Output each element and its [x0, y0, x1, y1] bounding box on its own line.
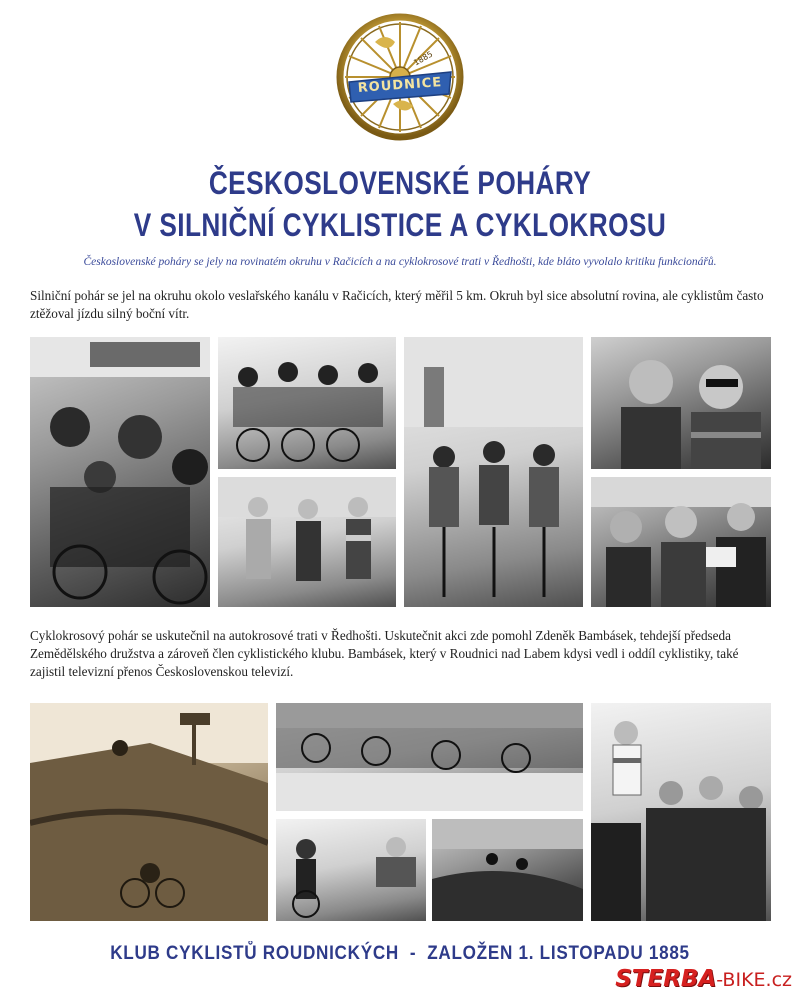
paragraph-road-cup: Silniční pohár se jel na okruhu okolo veslařského kanálu v Račicích, který měřil 5 km. Okruh byl sice absolutní rovina, ale cyklistům často ztěžoval jízdu silný boční vítr. [30, 288, 764, 321]
photo-young-riders [218, 477, 396, 607]
photo-riders-crowd [30, 337, 210, 607]
logo-banner-text: ROUDNICE [357, 75, 443, 96]
club-logo [335, 12, 465, 142]
page-title [72, 162, 728, 246]
title-line-2: V SILNIČNÍ CYKLISTICE A CYKLOKROSU [133, 207, 667, 243]
photo-cyclocross-run [276, 819, 426, 921]
logo-year-text: 1885 [412, 49, 435, 68]
photo-cyclocross-winners [591, 703, 771, 921]
title-line-1: ČESKOSLOVENSKÉ POHÁRY [208, 165, 592, 201]
watermark-part-2: -BIKE.cz [716, 969, 792, 991]
photo-officials [591, 477, 771, 607]
photo-racing-pack [218, 337, 396, 469]
subtitle: Československé poháry se jely na rovinatém okruhu v Račicích a na cyklokrosové trati v Ředhošti, kde bláto vyvolalo kritiku funkcionářů. [83, 256, 717, 268]
photo-cyclocross-pack [276, 703, 583, 811]
photo-cyclocross-track [30, 703, 268, 921]
site-watermark [615, 966, 792, 992]
photo-cyclocross-water [432, 819, 583, 921]
watermark-part-1: STERBA [615, 966, 717, 992]
photo-riders-portrait [591, 337, 771, 469]
paragraph-cyclocross-cup: Cyklokrosový pohár se uskutečnil na autokrosové trati v Ředhošti. Uskutečnit akci zde pomohl Zdeněk Bambásek, tehdejší předseda Zemědělského družstva a zároveň člen cyklistického klubu. Bambásek, který v Roudnici nad Labem kdysi vedl i oddíl cyklistiky, také zajistil televizní přenos Československou televizí. [30, 628, 739, 679]
footer-club-line: KLUB CYKLISTŮ ROUDNICKÝCH - ZALOŽEN 1. LISTOPADU 1885 [110, 943, 690, 964]
photo-start-line [404, 337, 583, 607]
